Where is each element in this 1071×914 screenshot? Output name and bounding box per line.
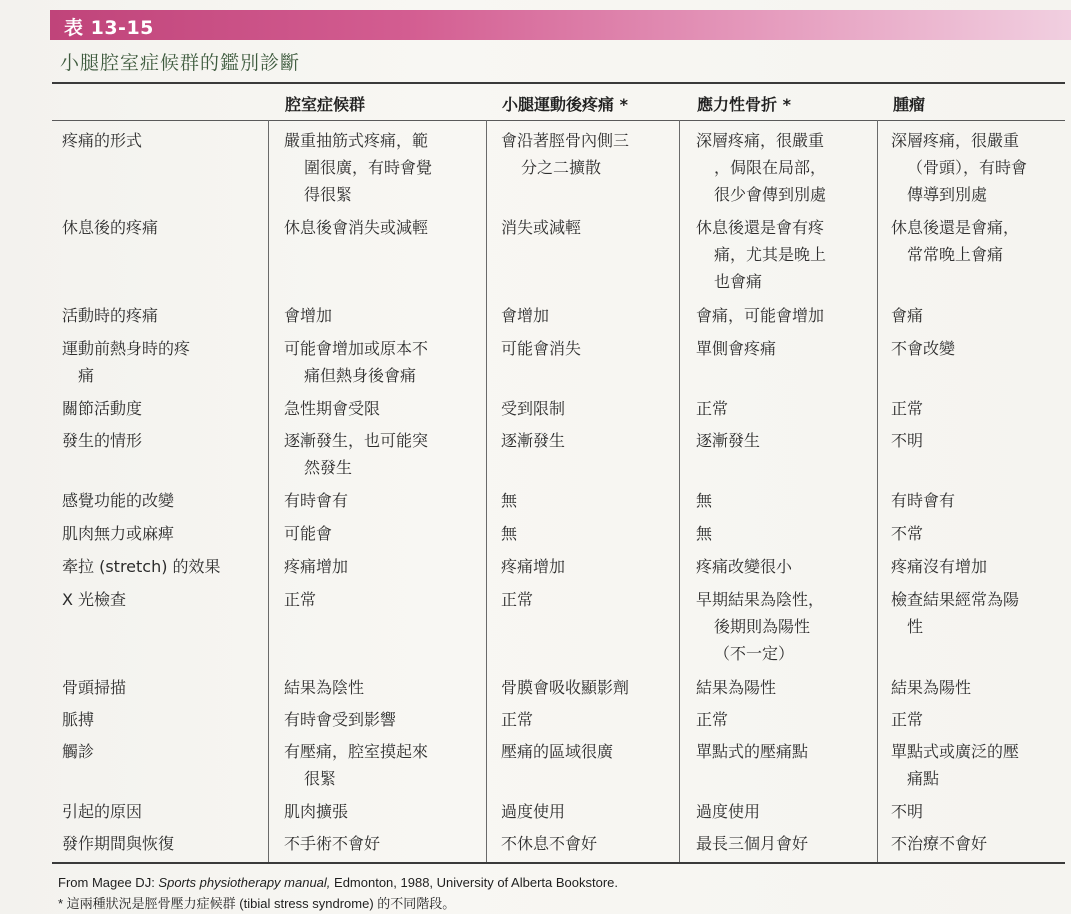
- table-cell: 正常: [501, 710, 534, 729]
- table-top-rule: [52, 82, 1065, 84]
- table-cell: 傳導到別處: [907, 185, 988, 204]
- table-cell: 不明: [891, 431, 924, 450]
- row-label: X 光檢查: [62, 590, 127, 609]
- table-cell: 過度使用: [696, 802, 761, 821]
- table-cell: 深層疼痛，很嚴重: [891, 131, 1020, 150]
- table-cell: 單側會疼痛: [696, 339, 777, 358]
- table-cell: 可能會: [284, 524, 333, 543]
- table-cell: 可能會增加或原本不: [284, 339, 429, 358]
- table-title: 小腿腔室症候群的鑑別診斷: [60, 52, 301, 74]
- table-cell: 常常晚上會痛: [907, 245, 1004, 264]
- footnote-source-title: Sports physiotherapy manual,: [158, 875, 331, 890]
- table-cell: 疼痛沒有增加: [891, 557, 988, 576]
- table-cell: 疼痛增加: [501, 557, 566, 576]
- table-cell: 骨膜會吸收顯影劑: [501, 678, 630, 697]
- table-cell: 無: [696, 524, 713, 543]
- column-header-shin-pain: 小腿運動後疼痛 *: [502, 95, 628, 114]
- table-cell: 逐漸發生，也可能突: [284, 431, 429, 450]
- table-cell: 壓痛的區域很廣: [501, 742, 614, 761]
- table-cell: 急性期會受限: [284, 399, 381, 418]
- row-label: 運動前熱身時的疼: [62, 339, 191, 358]
- table-cell: 早期結果為陰性，: [696, 590, 825, 609]
- table-cell: 會痛，可能會增加: [696, 306, 825, 325]
- table-cell: 性: [907, 617, 924, 636]
- table-cell: 痛但熱身後會痛: [304, 366, 417, 385]
- column-divider: [679, 120, 680, 862]
- table-cell: 單點式的壓痛點: [696, 742, 809, 761]
- row-label: 脈搏: [62, 710, 95, 729]
- column-divider: [486, 120, 487, 862]
- table-cell: 逐漸發生: [696, 431, 761, 450]
- column-header-compartment-syndrome: 腔室症候群: [285, 95, 366, 114]
- table-cell: 會沿著脛骨內側三: [501, 131, 630, 150]
- table-cell: 很少會傳到別處: [714, 185, 827, 204]
- table-cell: 檢查結果經常為陽: [891, 590, 1020, 609]
- row-label: 觸診: [62, 742, 95, 761]
- table-cell: 得很緊: [304, 185, 353, 204]
- column-divider: [877, 120, 878, 862]
- row-label: 肌肉無力或麻痺: [62, 524, 175, 543]
- table-cell: 有時會有: [284, 491, 349, 510]
- row-label: 關節活動度: [62, 399, 143, 418]
- table-cell: 無: [696, 491, 713, 510]
- table-cell: 休息後還是會有疼: [696, 218, 825, 237]
- footnote-source-prefix: From Magee DJ:: [58, 875, 159, 890]
- table-cell: 休息後會消失或減輕: [284, 218, 429, 237]
- row-label: 痛: [78, 366, 95, 385]
- table-cell: 不會改變: [891, 339, 956, 358]
- table-cell: 單點式或廣泛的壓: [891, 742, 1020, 761]
- column-divider: [268, 120, 269, 862]
- table-cell: 痛點: [907, 769, 940, 788]
- table-cell: 分之二擴散: [521, 158, 602, 177]
- table-cell: 正常: [891, 399, 924, 418]
- table-cell: （不一定）: [714, 644, 795, 663]
- table-cell: 無: [501, 524, 518, 543]
- table-cell: 深層疼痛，很嚴重: [696, 131, 825, 150]
- table-cell: 正常: [696, 399, 729, 418]
- table-header-rule: [52, 120, 1065, 121]
- table-cell: 圍很廣，有時會覺: [304, 158, 433, 177]
- table-cell: 最長三個月會好: [696, 834, 809, 853]
- table-cell: 嚴重抽筋式疼痛，範: [284, 131, 429, 150]
- table-cell: （骨頭），有時會: [907, 158, 1028, 177]
- table-cell: 逐漸發生: [501, 431, 566, 450]
- table-cell: 過度使用: [501, 802, 566, 821]
- table-label-bar: [50, 10, 1071, 40]
- row-label: 發生的情形: [62, 431, 143, 450]
- footnote-source: [58, 875, 618, 890]
- table-cell: 受到限制: [501, 399, 566, 418]
- table-cell: 無: [501, 491, 518, 510]
- row-label: 骨頭掃描: [62, 678, 127, 697]
- table-cell: 不手術不會好: [284, 834, 381, 853]
- table-cell: 也會痛: [714, 272, 763, 291]
- table-cell: 疼痛增加: [284, 557, 349, 576]
- table-cell: ，侷限在局部，: [714, 158, 827, 177]
- table-cell: 很緊: [304, 769, 337, 788]
- table-cell: 後期則為陽性: [714, 617, 811, 636]
- table-cell: 有時會受到影響: [284, 710, 397, 729]
- table-cell: 消失或減輕: [501, 218, 582, 237]
- table-cell: 痛，尤其是晚上: [714, 245, 827, 264]
- table-cell: 不明: [891, 802, 924, 821]
- table-cell: 有時會有: [891, 491, 956, 510]
- table-cell: 結果為陰性: [284, 678, 365, 697]
- row-label: 發作期間與恢復: [62, 834, 175, 853]
- table-cell: 可能會消失: [501, 339, 582, 358]
- table-bottom-rule: [52, 862, 1065, 864]
- footnote-note: * 這兩種狀況是脛骨壓力症候群 (tibial stress syndrome) 的不同階段。: [58, 896, 456, 911]
- column-header-stress-fracture: 應力性骨折 *: [697, 95, 791, 114]
- table-cell: 肌肉擴張: [284, 802, 349, 821]
- row-label: 疼痛的形式: [62, 131, 143, 150]
- table-cell: 正常: [696, 710, 729, 729]
- table-cell: 不常: [891, 524, 924, 543]
- row-label: 牽拉 (stretch) 的效果: [62, 557, 221, 576]
- table-cell: 正常: [891, 710, 924, 729]
- row-label: 引起的原因: [62, 802, 143, 821]
- table-cell: 會增加: [284, 306, 333, 325]
- table-cell: 不治療不會好: [891, 834, 988, 853]
- row-label: 感覺功能的改變: [62, 491, 175, 510]
- table-cell: 不休息不會好: [501, 834, 598, 853]
- table-cell: 正常: [284, 590, 317, 609]
- table-cell: 休息後還是會痛，: [891, 218, 1020, 237]
- table-cell: 疼痛改變很小: [696, 557, 793, 576]
- table-cell: 會痛: [891, 306, 924, 325]
- table-label: 表 13-15: [64, 17, 154, 39]
- table-cell: 正常: [501, 590, 534, 609]
- table-cell: 會增加: [501, 306, 550, 325]
- row-label: 活動時的疼痛: [62, 306, 159, 325]
- row-label: 休息後的疼痛: [62, 218, 159, 237]
- column-header-tumor: 腫瘤: [893, 95, 926, 114]
- table-cell: 有壓痛，腔室摸起來: [284, 742, 429, 761]
- table-cell: 然發生: [304, 458, 353, 477]
- table-cell: 結果為陽性: [696, 678, 777, 697]
- footnote-source-suffix: Edmonton, 1988, University of Alberta Bookstore.: [330, 875, 619, 890]
- table-cell: 結果為陽性: [891, 678, 972, 697]
